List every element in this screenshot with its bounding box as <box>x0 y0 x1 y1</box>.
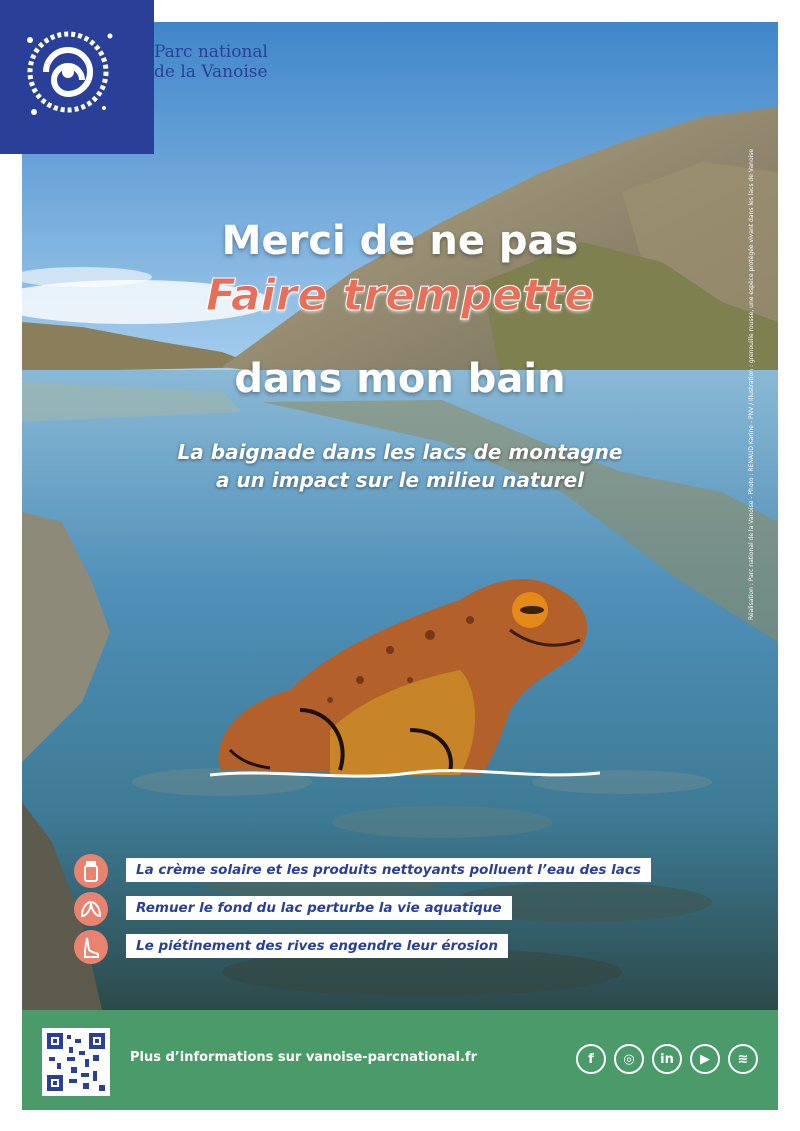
footer-bar <box>22 1010 778 1110</box>
list-item-text: Le piétinement des rives engendre leur érosion <box>126 934 508 958</box>
list-item-text: Remuer le fond du lac perturbe la vie aquatique <box>126 896 512 920</box>
qr-code[interactable] <box>42 1028 110 1096</box>
logo-block <box>0 0 154 154</box>
photo-credit: Réalisation : Parc national de la Vanoise - Photo : RENAUD Karine - PNV / Illustration : grenouille rousse, une espèce protégée vivant dans les lacs de Vanoise <box>748 148 755 620</box>
youtube-icon[interactable]: ▶ <box>690 1044 720 1074</box>
spiral-logo-icon <box>0 0 154 154</box>
facebook-icon[interactable]: f <box>576 1044 606 1074</box>
park-name-line1: Parc national <box>154 42 268 62</box>
headline-line3: dans mon bain <box>234 356 566 402</box>
park-name <box>154 42 268 82</box>
headline-line1: Merci de ne pas <box>221 218 579 264</box>
subtitle-line2: a un impact sur le milieu naturel <box>215 468 585 492</box>
list-item-text: La crème solaire et les produits nettoyants polluent l’eau des lacs <box>126 858 651 882</box>
park-name-line2: de la Vanoise <box>154 62 268 82</box>
footprint-icon <box>74 930 108 964</box>
frog-illustration <box>210 560 600 790</box>
headline-line2: Faire trempette <box>205 270 595 321</box>
sunscreen-icon <box>74 854 108 888</box>
subtitle-line1: La baignade dans les lacs de montagne <box>177 440 623 464</box>
subtitle <box>0 438 800 494</box>
linkedin-icon[interactable]: in <box>652 1044 682 1074</box>
more-info-link[interactable]: Plus d’informations sur vanoise-parcnational.fr <box>130 1050 477 1065</box>
instagram-icon[interactable]: ◎ <box>614 1044 644 1074</box>
leaf-icon <box>74 892 108 926</box>
social-links <box>576 1044 758 1074</box>
spotify-icon[interactable]: ≋ <box>728 1044 758 1074</box>
